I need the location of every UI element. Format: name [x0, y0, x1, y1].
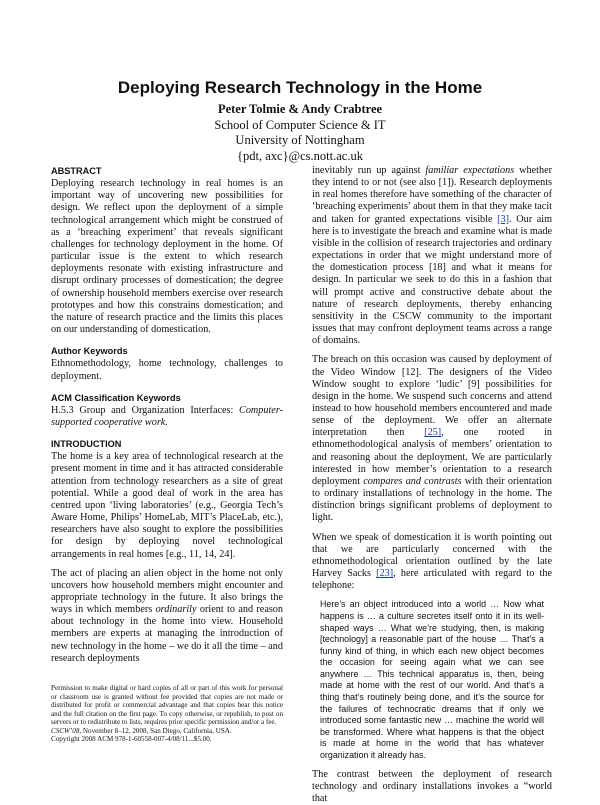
acm-text: H.5.3 Group and Organization Interfaces: Computer-supported cooperative work. — [51, 404, 283, 428]
sacks-quotation: Here’s an object introduced into a world … Now what happens is … a culture secretes itself onto it in its well-shaped ways … What we’re studying, then, is making [technology] a reasonable part of the house … That’s a funny kind of thing, in which each new object becomes the occasion for seeing again what we can see anywhere … This technical apparatus is, then, being made at home with the rest of our world. And that’s a thing that’s routinely being done, and it’s the source for the failures of technocratic dreams that if only we introduced some fantastic new … machine the world will be transformed. Where what happens is that the object is made at home in the world that has whatever organization it already has. — [320, 599, 544, 761]
introduction-heading: INTRODUCTION — [51, 439, 122, 450]
author-names: Peter Tolmie & Andy Crabtree — [217, 102, 383, 116]
body-paragraph-4: The contrast between the deployment of research technology and ordinary installations invokes a “world that — [312, 768, 552, 804]
body-paragraph-3: When we speak of domestication it is worth pointing out that we are particularly concerned with the ethnomethodological orientation outlined by the late Harvey Sacks [23], here articulated with regard to the telephone: — [312, 531, 552, 592]
acm-heading: ACM Classification Keywords — [51, 392, 181, 403]
abstract-text: Deploying research technology in real homes is an important way of uncovering new possibilities for design. We reflect upon the deployment of a simple technological arrangement which might be construed of as a ‘breaching experiment’ that reveals significant challenges for technology deployment in the home. Of particular issue is the extent to which research deployments resonate with existing infrastructure and disrupt ordinary processes of domestication; the degree of ownership household members exercise over research prototypes and how this constrains domestication; and the nature of research practice and the limits this places on our understanding of domestication. — [51, 178, 283, 336]
abstract-heading: ABSTRACT — [51, 166, 102, 176]
citation-link[interactable]: [3] — [497, 213, 510, 225]
author-university: University of Nottingham — [235, 133, 365, 147]
right-column — [312, 165, 552, 805]
author-department: School of Computer Science & IT — [214, 117, 386, 132]
citation-link[interactable]: [23] — [376, 568, 394, 579]
body-paragraph-1: inevitably run up against familiar expectations whether they intend to or not (see also [1]). Research deployments in real homes therefore have something of the character of ‘breaching experiments’ about them in that they make tacit and taken for granted expectations visible [3]. Our aim here is to investigate the breach and examine what is made visible in the collision of research trajectories and ordinary expectations in order that we might understand more of the domestication process [18] and what it means for design. In particular we seek to do this in a fashion that will prompt active and constructive debate about the nature of research deployments, thereby enhancing sensitivity in the CSCW community to the important issues that may confront deployment teams across a range of domains. — [312, 165, 553, 347]
author-block — [0, 102, 600, 164]
intro-paragraph-1: The home is a key area of technological research at the present moment in time and it has attracted considerable attention from technology researchers as a site of great potential. While a good deal of work in the area has centred upon ‘living laboratories’ (e.g., Georgia Tech’s Aware Home, Philips’ HomeLab, MIT’s PlaceLab, etc.), researchers have also sought to explore the possibilities for design by deploying novel technological arrangements in real homes [e.g., 11, 14, 24]. — [51, 451, 283, 560]
citation-link[interactable]: [25] — [424, 427, 442, 439]
keywords-heading: Author Keywords — [51, 346, 128, 357]
author-email: {pdt, axc}@cs.nott.ac.uk — [237, 148, 363, 163]
left-column — [51, 165, 283, 665]
permission-notice: Permission to make digital or hard copies of all or part of this work for personal or classroom use is granted without fee provided that copies are not made or distributed for profit or commercial advantage and that copies bear this notice and the full citation on the first page. To copy otherwise, or republish, to post on servers or to redistribute to lists, requires prior specific permission and/or a fee. — [51, 684, 283, 726]
copyright-line: Copyright 2008 ACM 978-1-60558-007-4/08/11...$5.00. — [51, 735, 212, 743]
copyright-footnote — [51, 684, 283, 744]
conference-line: CSCW’08, November 8–12, 2008, San Diego, California, USA. — [51, 726, 232, 735]
body-paragraph-2: The breach on this occasion was caused by deployment of the Video Window [12]. The designers of the Video Window sought to explore ‘ludic’ [9] possibilities for design in the home. We suspend such concerns and attend instead to how household members encountered and made sense of the deployment. We offer an alternate interpretation then [25], one rooted in ethnomethodological analysis of members’ orientation to and reasoning about the deployment. We are particularly interested in how member’s orientation to a research deployment compares and contrasts with their orientation to ordinary installations of technology in the home. The distinction brings significant problems of deployment to light. — [312, 354, 552, 524]
intro-paragraph-2: The act of placing an alien object in the home not only uncovers how household members might encounter and appropriate technology in the future. It also brings the ways in which members ordinarily orient to and reason about technology in the home into view. Household members are experts at managing the introduction of new technology in the home – we do it all the time – and research deployments — [51, 567, 283, 664]
paper-title: Deploying Research Technology in the Home — [117, 78, 483, 97]
keywords-text: Ethnomethodology, home technology, challenges to deployment. — [51, 358, 283, 382]
